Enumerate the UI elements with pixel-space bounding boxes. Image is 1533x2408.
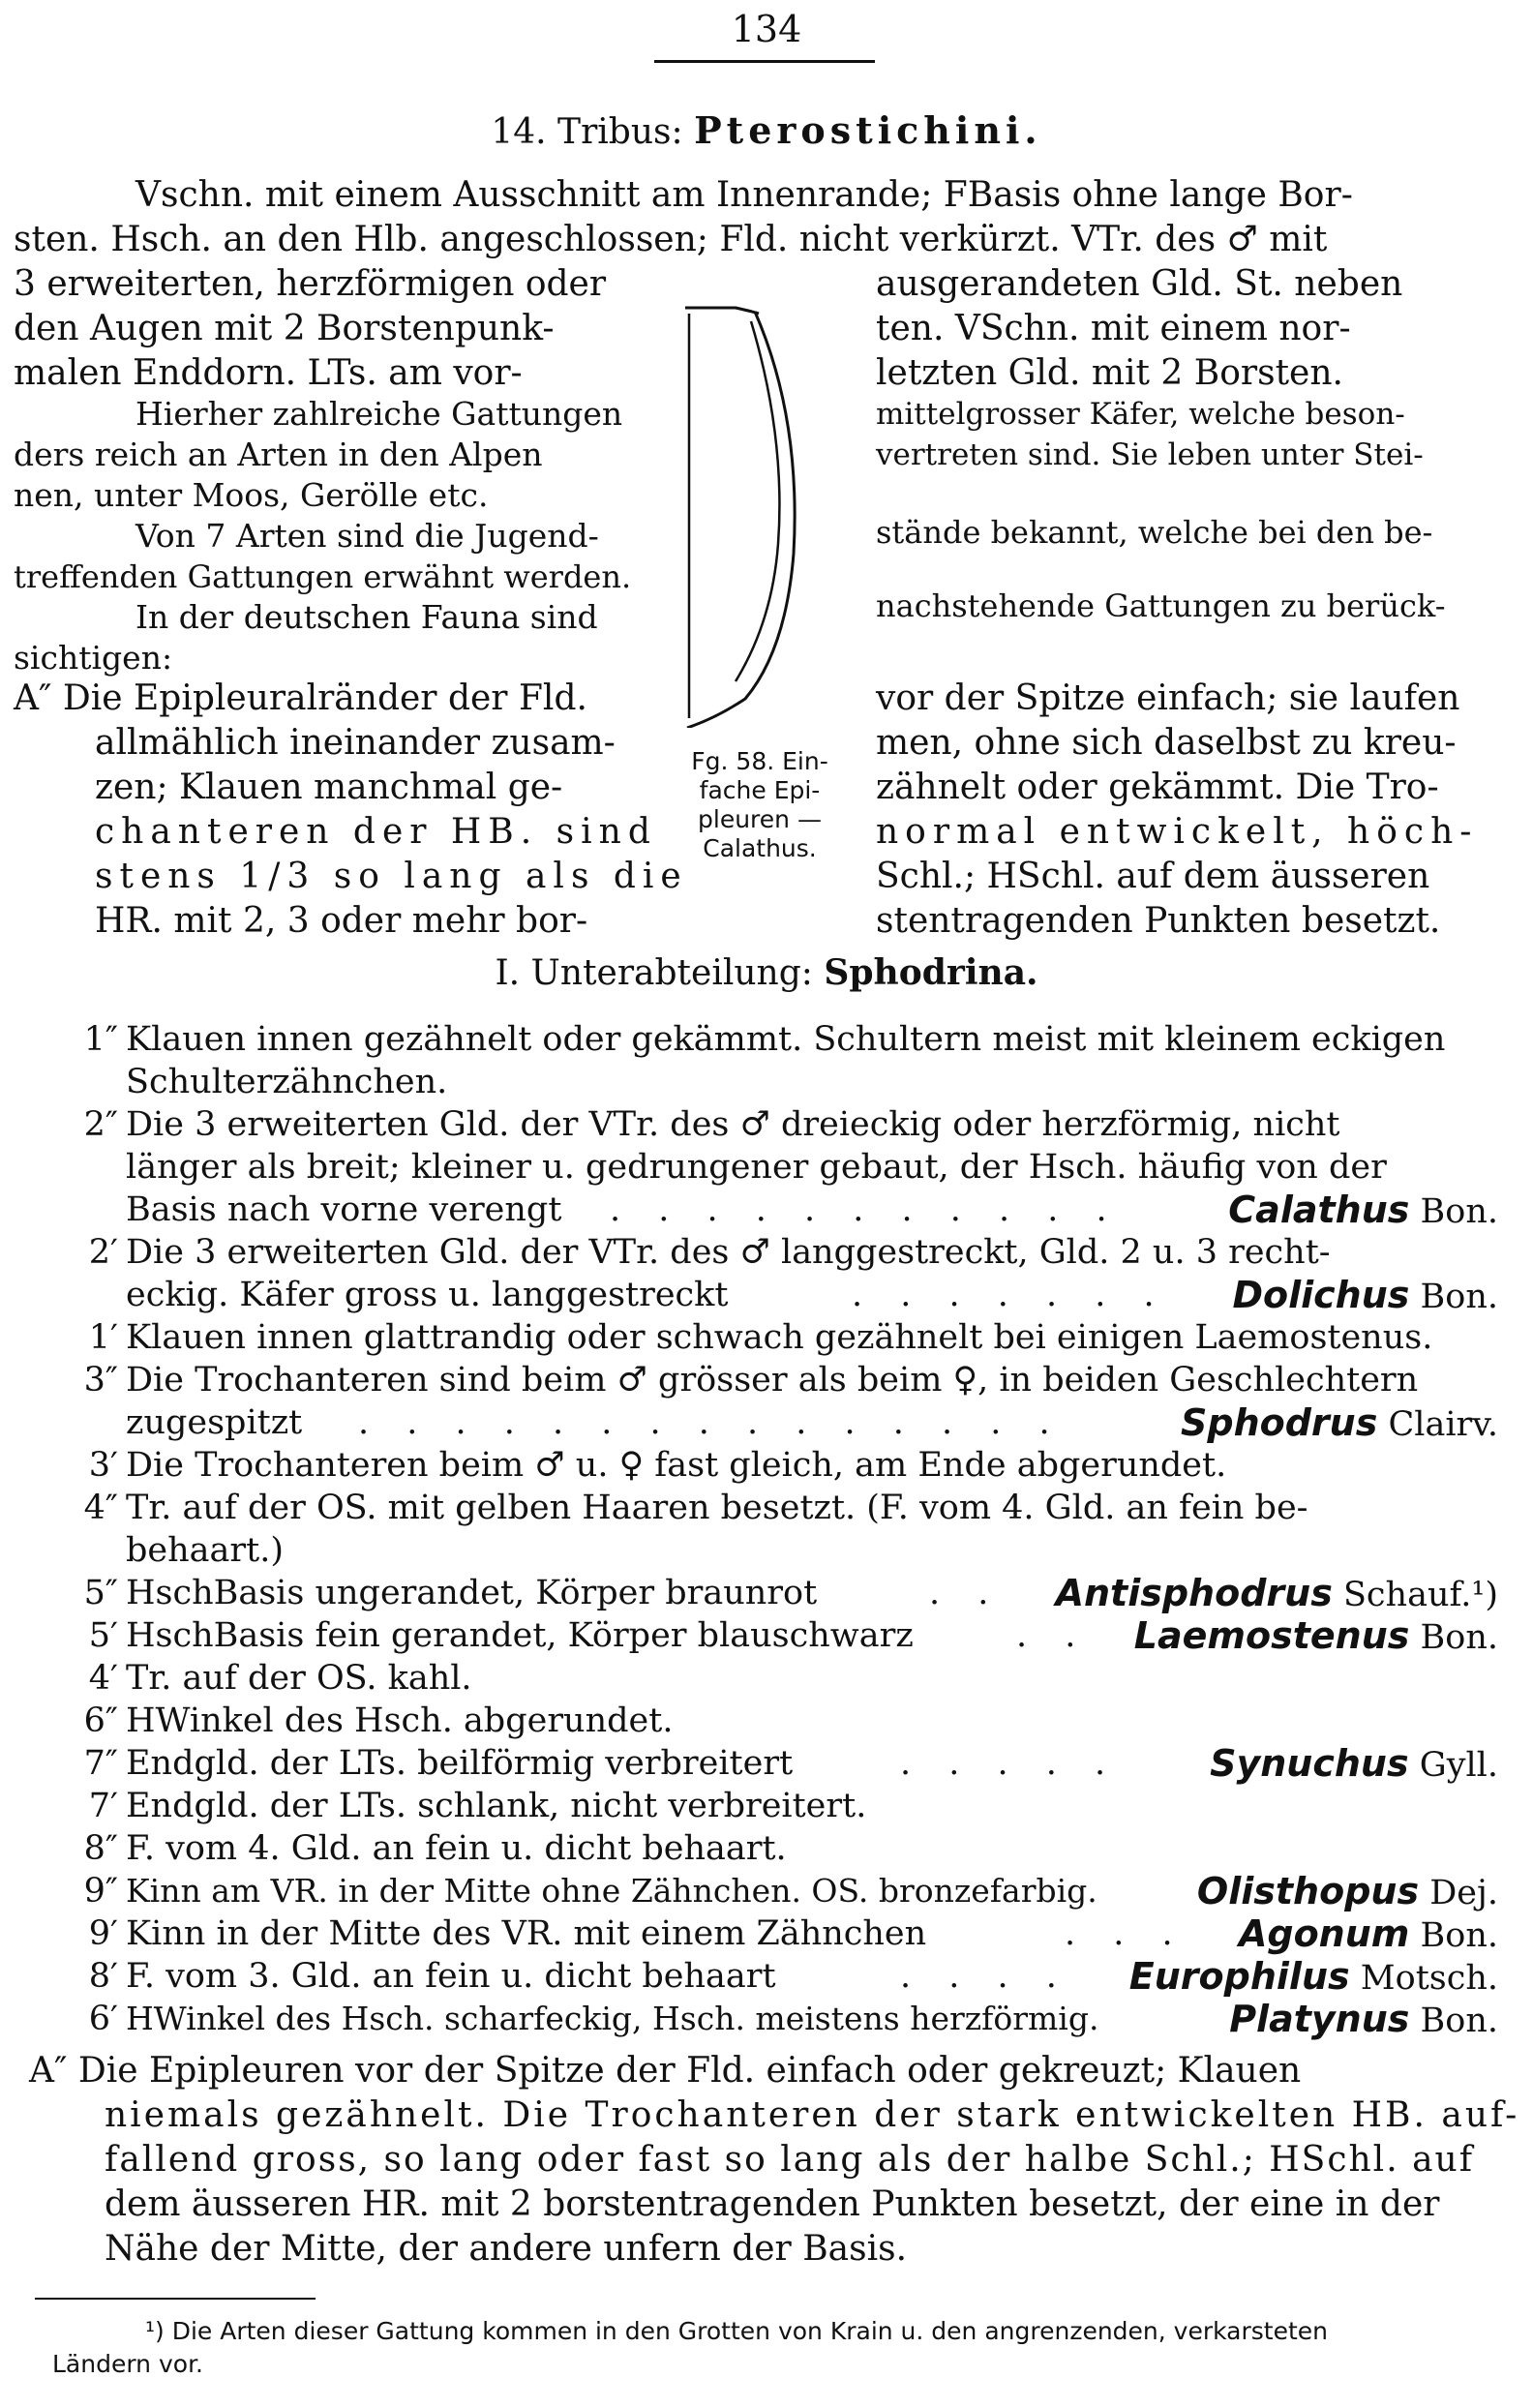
leader-dots: . . . . . bbox=[900, 1744, 1120, 1783]
genus-name bbox=[1056, 1572, 1498, 1616]
left-line: HR. mit 2, 3 oder mehr bor- bbox=[95, 901, 588, 941]
genus-name bbox=[1229, 1998, 1498, 2042]
left-line: malen Enddorn. LTs. am vor- bbox=[14, 353, 523, 393]
final-paragraph-line: Nähe der Mitte, der andere unfern der Basis. bbox=[105, 2229, 908, 2269]
key-number: 4″ bbox=[83, 1489, 118, 1527]
figure-caption-line: Fg. 58. Ein- bbox=[691, 747, 828, 775]
key-entry bbox=[0, 1359, 1533, 1401]
genus-author: Bon. bbox=[1420, 1618, 1498, 1657]
left-line: 3 erweiterten, herzförmigen oder bbox=[14, 264, 607, 304]
right-line: normal entwickelt, höch- bbox=[876, 812, 1479, 852]
key-number: 1″ bbox=[83, 1020, 118, 1059]
genus-name bbox=[1197, 1870, 1498, 1914]
key-entry bbox=[0, 1657, 1533, 1700]
final-paragraph-line: fallend gross, so lang oder fast so lang als der halbe Schl.; HSchl. auf bbox=[105, 2140, 1475, 2180]
genus-author: Bon. bbox=[1420, 1192, 1498, 1231]
key-entry bbox=[0, 1231, 1533, 1274]
key-number: 2′ bbox=[88, 1233, 118, 1272]
genus-author: Schauf.¹) bbox=[1342, 1576, 1498, 1614]
left-line: treffenden Gattungen erwähnt werden. bbox=[14, 558, 632, 595]
figure-caption bbox=[677, 747, 842, 863]
genus-name bbox=[1181, 1401, 1498, 1446]
key-text: Klauen innen gezähnelt oder gekämmt. Schultern meist mit kleinem eckigen bbox=[126, 1020, 1446, 1059]
right-line: zähnelt oder gekämmt. Die Tro- bbox=[876, 768, 1439, 807]
genus-name bbox=[1134, 1614, 1498, 1659]
key-entry bbox=[0, 1487, 1533, 1529]
subdivision-name: Sphodrina. bbox=[824, 952, 1038, 993]
genus-name-italic: Platynus bbox=[1229, 1998, 1410, 2040]
left-line: chanteren der HB. sind bbox=[95, 812, 657, 852]
genus-name bbox=[1239, 1912, 1498, 1957]
key-number: 6″ bbox=[83, 1701, 118, 1740]
key-entry bbox=[0, 1316, 1533, 1359]
subdivision-prefix: I. Unterabteilung: bbox=[495, 953, 813, 993]
final-paragraph-line: A″ Die Epipleuren vor der Spitze der Fld. einfach oder gekreuzt; Klauen bbox=[29, 2051, 1302, 2091]
right-line: stentragenden Punkten besetzt. bbox=[876, 901, 1441, 941]
right-line: men, ohne sich daselbst zu kreu- bbox=[876, 723, 1457, 763]
leader-dots: . . bbox=[929, 1574, 1003, 1612]
key-text: HWinkel des Hsch. abgerundet. bbox=[126, 1701, 674, 1740]
key-text: HschBasis fein gerandet, Körper blauschwarz bbox=[126, 1616, 914, 1655]
genus-author: Bon. bbox=[1420, 1278, 1498, 1316]
key-number: 7′ bbox=[88, 1787, 118, 1825]
key-text-continuation: behaart.) bbox=[126, 1531, 284, 1570]
genus-name-italic: Laemostenus bbox=[1133, 1614, 1410, 1657]
key-text: Die Trochanteren sind beim ♂ grösser als beim ♀, in beiden Geschlechtern bbox=[126, 1361, 1419, 1400]
footnote-line: ¹) Die Arten dieser Gattung kommen in den Grotten von Krain u. den angrenzenden, verkarsteten bbox=[145, 2317, 1328, 2345]
key-text: Kinn in der Mitte des VR. mit einem Zähnchen bbox=[126, 1914, 927, 1953]
key-text-continuation: Schulterzähnchen. bbox=[126, 1063, 448, 1101]
genus-author: Gyll. bbox=[1419, 1746, 1498, 1785]
intro-line-2: sten. Hsch. an den Hlb. angeschlossen; Fld. nicht verkürzt. VTr. des ♂ mit bbox=[14, 220, 1328, 259]
final-paragraph-line: niemals gezähnelt. Die Trochanteren der stark entwickelten HB. auf- bbox=[105, 2095, 1520, 2135]
left-line: nen, unter Moos, Gerölle etc. bbox=[14, 476, 489, 514]
key-entry bbox=[0, 1103, 1533, 1146]
key-entry bbox=[0, 1274, 1533, 1316]
key-text: eckig. Käfer gross u. langgestreckt bbox=[126, 1276, 729, 1314]
key-text: Tr. auf der OS. mit gelben Haaren besetzt. (F. vom 4. Gld. an fein be- bbox=[126, 1489, 1308, 1527]
tribe-heading bbox=[0, 108, 1533, 152]
right-line: vor der Spitze einfach; sie laufen bbox=[876, 678, 1460, 718]
right-line: Schl.; HSchl. auf dem äusseren bbox=[876, 857, 1430, 896]
key-number: 9″ bbox=[83, 1872, 118, 1911]
genus-author: Motsch. bbox=[1360, 1959, 1498, 1998]
key-text: Die Trochanteren beim ♂ u. ♀ fast gleich, am Ende abgerundet. bbox=[126, 1446, 1227, 1485]
key-number: 5″ bbox=[83, 1574, 118, 1612]
figure-caption-line: Calathus. bbox=[703, 834, 817, 862]
left-line: Hierher zahlreiche Gattungen bbox=[135, 395, 623, 433]
left-line: stens 1/3 so lang als die bbox=[95, 857, 688, 896]
genus-author: Dej. bbox=[1429, 1874, 1498, 1912]
footnote-line: Ländern vor. bbox=[52, 2350, 203, 2378]
left-line: den Augen mit 2 Borstenpunk- bbox=[14, 309, 555, 348]
leader-dots: . . . . . . . . . . . bbox=[610, 1190, 1121, 1229]
key-number: 7″ bbox=[83, 1744, 118, 1783]
leader-dots: . . . . . . . . . . . . . . . bbox=[358, 1403, 1064, 1442]
key-number: 3″ bbox=[83, 1361, 118, 1400]
tribe-heading-name: Pterostichini. bbox=[694, 108, 1042, 152]
right-line: letzten Gld. mit 2 Borsten. bbox=[876, 353, 1343, 393]
key-text: Die 3 erweiterten Gld. der VTr. des ♂ langgestreckt, Gld. 2 u. 3 recht- bbox=[126, 1233, 1331, 1272]
key-entry bbox=[0, 1018, 1533, 1061]
figure-caption-line: fache Epi- bbox=[699, 776, 821, 804]
key-text: Die 3 erweiterten Gld. der VTr. des ♂ dreieckig oder herzförmig, nicht bbox=[126, 1105, 1340, 1144]
key-number: 6′ bbox=[88, 2000, 118, 2038]
footnote bbox=[52, 2315, 1328, 2381]
key-text: zugespitzt bbox=[126, 1403, 303, 1442]
genus-name-italic: Calathus bbox=[1228, 1189, 1410, 1231]
right-line: nachstehende Gattungen zu berück- bbox=[876, 587, 1446, 624]
page-number-rule bbox=[654, 60, 875, 63]
right-line: stände bekannt, welche bei den be- bbox=[876, 514, 1433, 551]
key-entry bbox=[0, 1444, 1533, 1487]
genus-author: Bon. bbox=[1420, 2002, 1498, 2040]
key-number: 3′ bbox=[88, 1446, 118, 1485]
right-line: ten. VSchn. mit einem nor- bbox=[876, 309, 1351, 348]
key-entry bbox=[0, 1870, 1533, 1912]
leader-dots: . . . bbox=[1065, 1914, 1187, 1953]
key-number: 8″ bbox=[83, 1829, 118, 1868]
subdivision-heading bbox=[0, 952, 1533, 993]
genus-name bbox=[1129, 1955, 1498, 2000]
key-number: 4′ bbox=[88, 1659, 118, 1698]
key-entry bbox=[0, 1827, 1533, 1870]
key-text: Kinn am VR. in der Mitte ohne Zähnchen. OS. bronzefarbig. bbox=[126, 1872, 1097, 1910]
key-text-continuation: länger als breit; kleiner u. gedrungener gebaut, der Hsch. häufig von der bbox=[126, 1148, 1387, 1187]
genus-name-italic: Europhilus bbox=[1128, 1955, 1350, 1998]
key-number: 9′ bbox=[88, 1914, 118, 1953]
left-line: In der deutschen Fauna sind bbox=[135, 598, 598, 636]
key-entry bbox=[0, 1614, 1533, 1657]
right-line: vertreten sind. Sie leben unter Stei- bbox=[876, 437, 1424, 472]
left-line: A″ Die Epipleuralränder der Fld. bbox=[14, 678, 587, 718]
genus-name-italic: Dolichus bbox=[1232, 1274, 1410, 1316]
key-entry bbox=[0, 1998, 1533, 2040]
genus-name bbox=[1228, 1189, 1498, 1233]
key-text: HWinkel des Hsch. scharfeckig, Hsch. meistens herzförmig. bbox=[126, 2000, 1099, 2037]
leader-dots: . . . . . . . bbox=[852, 1276, 1168, 1314]
genus-name-italic: Agonum bbox=[1238, 1912, 1410, 1955]
right-line: mittelgrosser Käfer, welche beson- bbox=[876, 397, 1405, 432]
key-number: 1′ bbox=[88, 1318, 118, 1357]
key-entry bbox=[0, 1955, 1533, 1998]
left-line: ders reich an Arten in den Alpen bbox=[14, 436, 543, 473]
genus-author: Bon. bbox=[1420, 1916, 1498, 1955]
right-line: ausgerandeten Gld. St. neben bbox=[876, 264, 1403, 304]
key-number: 5′ bbox=[88, 1616, 118, 1655]
left-line: allmählich ineinander zusam- bbox=[95, 723, 616, 763]
genus-name bbox=[1232, 1274, 1498, 1318]
key-entry bbox=[0, 1912, 1533, 1955]
key-text: Endgld. der LTs. beilförmig verbreitert bbox=[126, 1744, 794, 1783]
key-entry bbox=[0, 1700, 1533, 1742]
key-number: 2″ bbox=[83, 1105, 118, 1144]
key-text: F. vom 3. Gld. an fein u. dicht behaart bbox=[126, 1957, 776, 1996]
key-text: HschBasis ungerandet, Körper braunrot bbox=[126, 1574, 818, 1612]
leader-dots: . . bbox=[1016, 1616, 1090, 1655]
key-text: F. vom 4. Gld. an fein u. dicht behaart. bbox=[126, 1829, 787, 1868]
genus-author: Clairv. bbox=[1388, 1405, 1498, 1444]
genus-name-italic: Antisphodrus bbox=[1055, 1572, 1333, 1614]
left-line: zen; Klauen manchmal ge- bbox=[95, 768, 563, 807]
genus-name-italic: Synuchus bbox=[1210, 1742, 1409, 1785]
footnote-rule bbox=[35, 2298, 316, 2300]
key-entry bbox=[0, 1785, 1533, 1827]
final-paragraph-line: dem äusseren HR. mit 2 borstentragenden Punkten besetzt, der eine in der bbox=[105, 2184, 1440, 2224]
key-entry bbox=[0, 1189, 1533, 1231]
key-text: Klauen innen glattrandig oder schwach gezähnelt bei einigen Laemostenus. bbox=[126, 1318, 1433, 1357]
left-line: Von 7 Arten sind die Jugend- bbox=[135, 517, 599, 555]
key-entry bbox=[0, 1742, 1533, 1785]
genus-name bbox=[1210, 1742, 1498, 1787]
intro-line-1: Vschn. mit einem Ausschnitt am Innenrande; FBasis ohne lange Bor- bbox=[135, 175, 1353, 215]
key-text: Endgld. der LTs. schlank, nicht verbreitert. bbox=[126, 1787, 867, 1825]
key-number: 8′ bbox=[88, 1957, 118, 1996]
key-text: Basis nach vorne verengt bbox=[126, 1190, 562, 1229]
tribe-heading-prefix: 14. Tribus: bbox=[491, 112, 683, 152]
key-entry bbox=[0, 1401, 1533, 1444]
figure-caption-line: pleuren — bbox=[698, 805, 822, 833]
epipleura-figure bbox=[677, 302, 842, 728]
leader-dots: . . . . bbox=[900, 1957, 1070, 1996]
page-number: 134 bbox=[731, 8, 802, 50]
genus-name-italic: Sphodrus bbox=[1181, 1401, 1378, 1444]
key-entry bbox=[0, 1572, 1533, 1614]
key-text: Tr. auf der OS. kahl. bbox=[126, 1659, 472, 1698]
genus-name-italic: Olisthopus bbox=[1196, 1870, 1420, 1912]
left-line: sichtigen: bbox=[14, 639, 173, 677]
